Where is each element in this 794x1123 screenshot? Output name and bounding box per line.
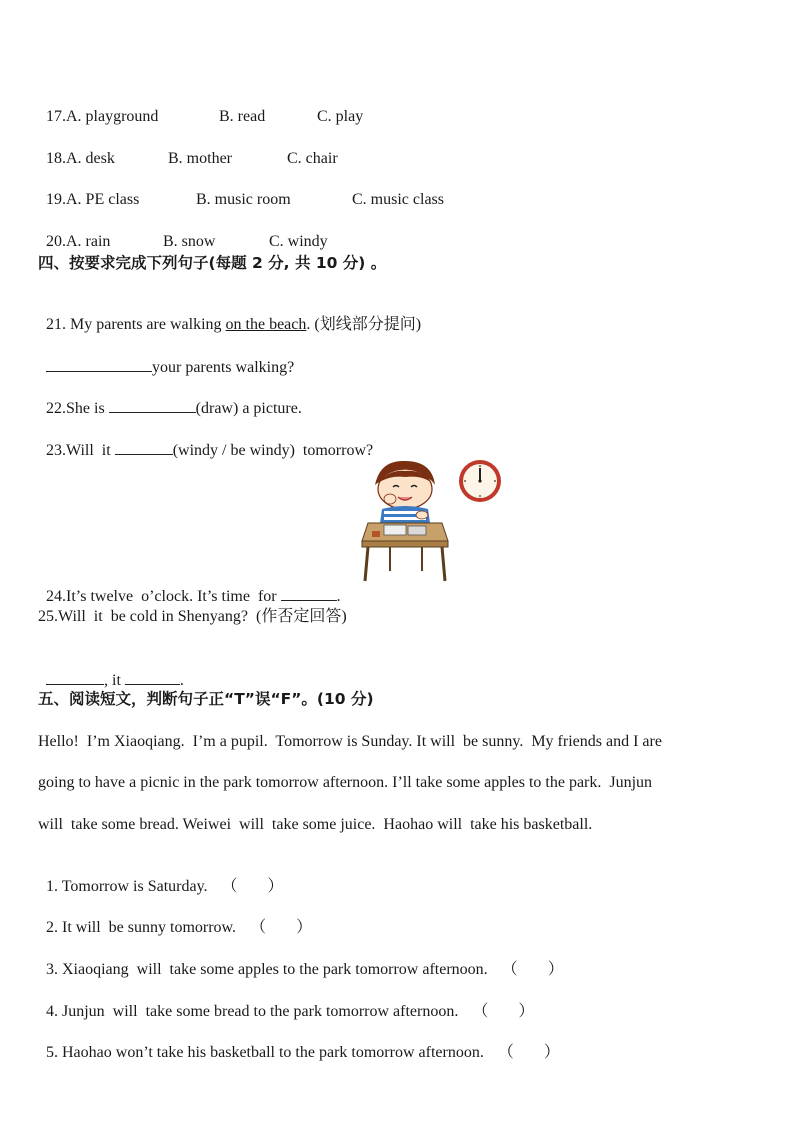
question-20 [38, 212, 328, 252]
answer-blank[interactable] [46, 357, 152, 372]
question-number: 18. [46, 150, 66, 167]
statement-1: 1. Tomorrow is Saturday. （ ） [46, 878, 284, 895]
answer-blank[interactable] [115, 440, 173, 455]
statement-2: 2. It will be sunny tomorrow. （ ） [46, 919, 313, 936]
boy-figure [375, 461, 435, 523]
statement-3: 3. Xiaoqiang will take some apples to the park tomorrow afternoon. （ ） [46, 961, 564, 978]
answer-blank[interactable] [46, 670, 104, 685]
question-23: 23.Will it (windy / be windy) tomorrow? [46, 442, 374, 459]
question-25-answer: , it . [38, 650, 184, 691]
answer-parens[interactable]: （ ） [221, 878, 284, 895]
answer-parens[interactable]: （ ） [250, 919, 313, 936]
option-a: A. playground [66, 108, 159, 125]
passage-line: will take some bread. Weiwei will take some juice. Haohao will take his basketball. [38, 816, 593, 833]
section-5-heading: 五、阅读短文，判断句子正“T”误“F”。(10 分) [38, 690, 374, 708]
question-17 [38, 87, 363, 127]
answer-blank[interactable] [125, 670, 180, 685]
question-number: 19. [46, 191, 66, 208]
answer-parens[interactable]: （ ） [472, 1003, 535, 1020]
answer-blank[interactable] [109, 398, 196, 413]
question-18 [38, 129, 338, 169]
passage-line: going to have a picnic in the park tomorrow afternoon. I’ll take some apples to the park. Junjun [38, 774, 653, 791]
option-a: A. desk [66, 150, 115, 167]
option-c: C. music class [352, 191, 444, 208]
statement-5: 5. Haohao won’t take his basketball to the park tomorrow afternoon. （ ） [46, 1044, 560, 1061]
question-number: 17. [46, 108, 66, 125]
option-c: C. play [317, 108, 364, 125]
option-a: A. PE class [66, 191, 140, 208]
boy-eating-lunch-illustration [360, 455, 510, 585]
question-19 [38, 170, 444, 210]
question-24: 24.It’s twelve o’clock. It’s time for . [46, 588, 341, 605]
option-b: B. music room [196, 191, 291, 208]
question-22: 22.She is (draw) a picture. [46, 400, 302, 417]
answer-blank[interactable] [281, 586, 337, 601]
question-21-answer: your parents walking? [38, 337, 294, 378]
question-21: 21. My parents are walking on the beach. (划线部分提问) [46, 316, 422, 333]
underlined-phrase: on the beach [225, 316, 307, 333]
passage-line: Hello! I’m Xiaoqiang. I’m a pupil. Tomorrow is Sunday. It will be sunny. My friends and I are [38, 733, 662, 750]
option-b: B. snow [163, 233, 216, 250]
section-4-heading: 四、按要求完成下列句子(每题 2 分, 共 10 分) 。 [38, 254, 387, 272]
statement-4: 4. Junjun will take some bread to the park tomorrow afternoon. （ ） [46, 1003, 535, 1020]
question-25: 25.Will it be cold in Shenyang? (作否定回答) [38, 608, 347, 625]
option-c: C. windy [269, 233, 328, 250]
option-a: A. rain [66, 233, 111, 250]
option-b: B. read [219, 108, 266, 125]
answer-parens[interactable]: （ ） [497, 1044, 560, 1061]
option-c: C. chair [287, 150, 338, 167]
clock-icon [459, 460, 501, 502]
question-number: 20. [46, 233, 66, 250]
table [362, 523, 448, 581]
answer-parens[interactable]: （ ） [501, 961, 564, 978]
option-b: B. mother [168, 150, 232, 167]
